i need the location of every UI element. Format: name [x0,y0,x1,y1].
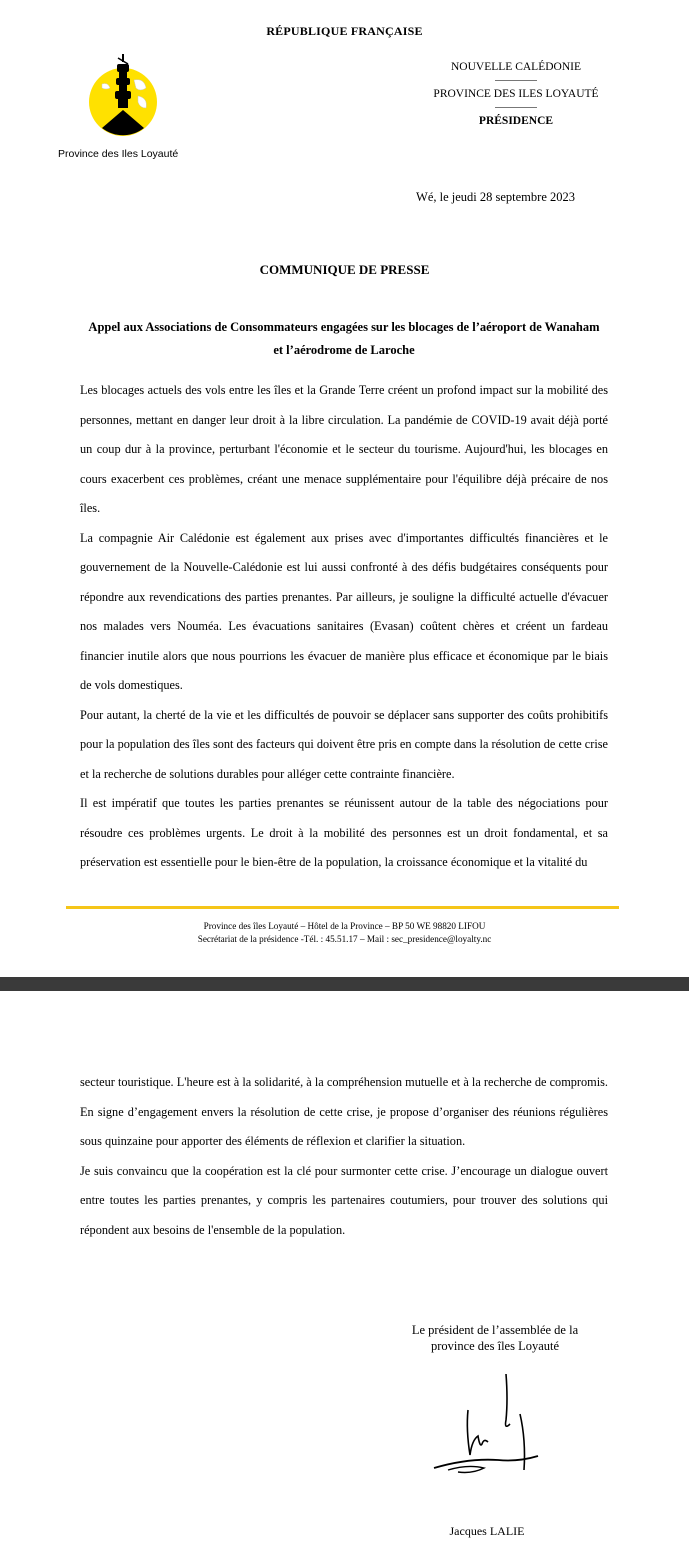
paragraph: La compagnie Air Calédonie est également aux prises avec d'importantes difficultés financières et le gouvernement de la Nouvelle-Calédonie est lui aussi confronté à des défis budgétaires conséquents pour répondre aux revendications des parties prenantes. Par ailleurs, je souligne la difficulté actuelle d'évacuer nos malades vers Nouméa. Les évacuations sanitaires (Evasan) coûtent chères et créent un fardeau financier inutile alors que nous pourrions les évacuer de manière plus efficace et économique par le biais de vols domestiques. [80,530,608,692]
body-section-page-2 [80,1068,608,1245]
signature-title-line-2: province des îles Loyauté [430,1339,560,1353]
body-section-page-1 [80,376,608,878]
footer-divider [66,906,619,909]
document-date: Wé, le jeudi 28 septembre 2023 [416,190,575,204]
header-separator [495,80,537,81]
logo-caption: Province des Iles Loyauté [58,148,179,160]
handwritten-signature-icon [428,1370,548,1480]
document-title: COMMUNIQUE DE PRESSE [259,262,430,277]
institution-header [416,60,616,128]
subtitle-line-2: et l’aérodrome de Laroche [273,343,415,357]
document-subtitle [70,316,618,362]
footer-address: Province des îles Loyauté – Hôtel de la Province – BP 50 WE 98820 LIFOU [203,921,486,931]
paragraph: Les blocages actuels des vols entre les îles et la Grande Terre créent un profond impact sur la mobilité des personnes, mettant en danger leur droit à la libre circulation. La pandémie de COVID-19 avait déjà porté un coup dur à la province, perturbant l'économie et le secteur du tourisme. Aujourd'hui, les blocages en cours exacerbent ces problèmes, créant une menace supplémentaire pour l'équilibre déjà précaire de nos îles. [80,383,608,515]
province-logo-icon [86,50,160,142]
header-line-province: PROVINCE DES ILES LOYAUTÉ [433,88,599,100]
republic-heading: RÉPUBLIQUE FRANÇAISE [266,24,423,38]
signer-name: Jacques LALIE [449,1524,525,1538]
header-separator [495,107,537,108]
paragraph: Pour autant, la cherté de la vie et les difficultés de pouvoir se déplacer sans supporter des coûts prohibitifs pour la population des îles sont des facteurs qui doivent être pris en compte dans la résolution de cette crise et la recherche de solutions durables pour alléger cette contrainte financière. [80,707,608,781]
subtitle-line-1: Appel aux Associations de Consommateurs engagées sur les blocages de l’aéroport de Wanaham [88,320,600,334]
signature-title [400,1322,590,1354]
footer-contact: Secrétariat de la présidence -Tél. : 45.51.17 – Mail : sec_presidence@loyalty.nc [197,933,492,944]
page-break [0,977,689,991]
header-line-caledonia: NOUVELLE CALÉDONIE [451,61,581,73]
paragraph: secteur touristique. L'heure est à la solidarité, à la compréhension mutuelle et à la recherche de compromis. En signe d’engagement envers la résolution de cette crise, je propose d’organiser des réunions régulières sous quinzaine pour apporter des éléments de réflexion et clarifier la situation. [80,1075,608,1148]
paragraph: Je suis convaincu que la coopération est la clé pour surmonter cette crise. J’encourage un dialogue ouvert entre toutes les parties prenantes, y compris les partenaires coutumiers, pour trouver des solutions qui répondent aux besoins de l'ensemble de la population. [80,1163,608,1237]
page-footer [0,920,689,945]
header-line-presidence: PRÉSIDENCE [478,115,554,127]
signature-title-line-1: Le président de l’assemblée de la [411,1323,579,1337]
paragraph: Il est impératif que toutes les parties prenantes se réunissent autour de la table des négociations pour résoudre ces problèmes urgents. Le droit à la mobilité des personnes est un droit fondamental, et sa préservation est essentielle pour le bien-être de la population, la croissance économique et la vitalité du [80,796,608,869]
